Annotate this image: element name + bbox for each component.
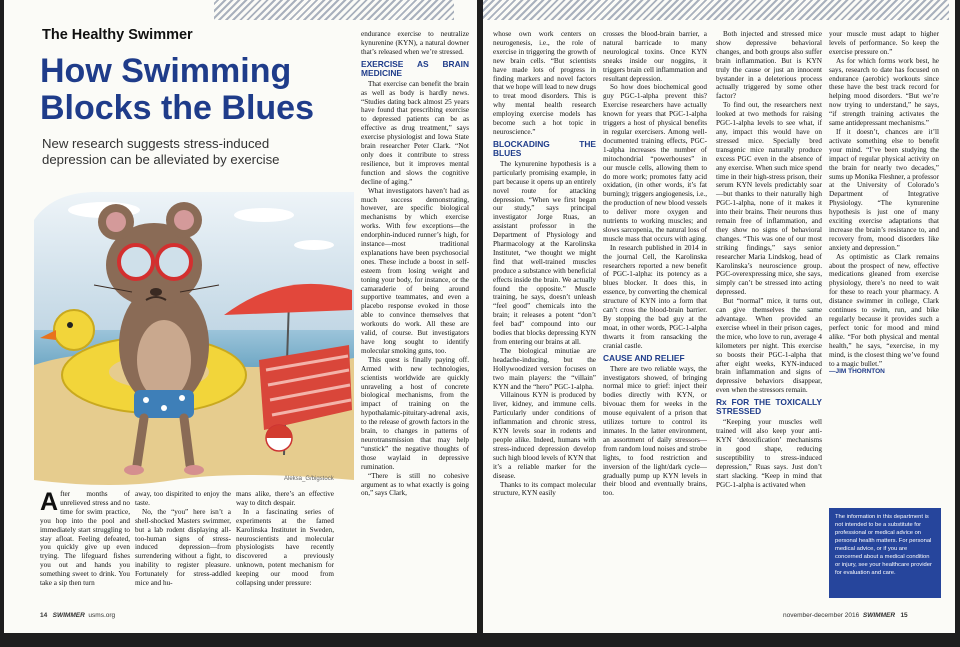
paragraph: endurance exercise to neutralize kynurenine (KYN), a natural downer that’s released when we’re stressed. [361, 30, 469, 56]
paragraph: away, too dispirited to enjoy the taste. [135, 490, 231, 507]
paragraph: As optimistic as Clark remains about the prospect of new, effective medications gleaned from exercise physiology, there’s no need to wait for these to reach your pharmacy. A distance swimmer in college, Clark continues to swim, run, and bike regularly because it provides such a perfect tonic for mood and mind alike. “For both physical and mental health,” he says, “exercise, in my mind, is the closest thing we’ve found to a magic bullet.” [829, 252, 939, 368]
article-column-6 [603, 30, 707, 498]
paragraph: The biological minutiae are headache-inducing, but the Hollywoodized version focuses on two main players: the “villain” KYN and the “hero” PGC-1-alpha. [493, 346, 596, 391]
mouse-beach-illustration [34, 180, 354, 495]
subtitle-line-2: depression can be alleviated by exercise [42, 152, 280, 167]
subheading: EXERCISE AS BRAIN MEDICINE [361, 58, 469, 78]
paragraph: To find out, the researchers next looked at two methods for raising PGC-1-alpha levels to see what, if any, impact this would have on stressed mice. Specially bred transgenic mice naturally produce excess PGC even in the absence of any exercise. When such mice spend time in their high-stress prison, their serum KYN levels predictably soar—but thanks to their naturally high PGC-1-alpha, none of it makes it into their brains. Their neurons thus remain free of inflammation, and they show no signs of behavioral changes. “This was one of our most striking findings,” says senior researcher Maria Lindskog, head of Karolinska’s neuroscience group. PGC-overexpressing mice, she says, simply can’t be stressed into acting depressed. [716, 101, 822, 297]
paragraph: Both injected and stressed mice show depressive behavioral changes, and both groups also suffer brain inflammation. But is KYN truly the cause or just an innocent bystander in a deleterious process actually triggered by some other factor? [716, 30, 822, 101]
paragraph: In research published in 2014 in the journal Cell, the Karolinska researchers reported a new benefit of PGC-1-alpha: its potency as a blues blocker. It does this, in essence, by converting the chemical structure of KYN into a form that can’t cross the blood-brain barrier. By stopping the bad guy at the moat, in other words, PGC-1-alpha thwarts it from ransacking the cranial castle. [603, 243, 707, 350]
brand-logo: SWIMMER [862, 612, 896, 619]
page-title [40, 53, 314, 127]
article-column-2 [135, 490, 231, 588]
article-column-5 [493, 30, 596, 498]
paragraph: In a fascinating series of experiments at the famed Karolinska Institutet in Sweden, neuroscientists and molecular physiologists have recently discovered a previously unknown, potent mechanism for keeping our mood from collapsing under pressure: [236, 507, 334, 588]
subtitle-line-1: New research suggests stress-induced [42, 136, 270, 151]
page-number: 14 [40, 612, 48, 619]
subtitle [42, 136, 280, 168]
title-line-1: How Swimming [40, 52, 292, 90]
section-heading: The Healthy Swimmer [42, 27, 193, 43]
subheading: CAUSE AND RELIEF [603, 352, 685, 363]
sunglasses [119, 245, 153, 279]
paragraph: What investigators haven’t had as much success demonstrating, however, are specific biological mechanisms by which exercise works. With few exceptions—the endorphin-induced runner’s high, for instance—most traditional explanations have been psychosocial ones. These include a boost in self-esteem from losing weight and toning your body, for instance, or the camaraderie of being around supportive teammates, and even a placebo response evoked in those able to convince themselves that workouts do work. All these are valid, of course. But investigators have long sought to identify molecular smoking guns, too. [361, 186, 469, 355]
paragraph: mans alike, there’s an effective way to ditch despair. [236, 490, 334, 507]
right-page [483, 0, 955, 633]
paragraph: “Keeping your muscles well trained will also keep your anti-KYN ‘detoxification’ mechanisms in good shape, reducing susceptibility to stress-induced depression,” Ruas says. Just don’t start slacking. “Keep in mind that PGC-1-alpha is activated when [716, 418, 822, 489]
paragraph: That exercise can benefit the brain as well as body is hardly news. “Studies dating back almost 25 years have found that prescribing exercise to depressed patients can be as effective as drug treatment,” says exercise physiologist and Iowa State brain researcher Peter Clark. “Not only does it contribute to stress resilience, but it improves mental function and slows the cognitive decline of aging.” [361, 79, 469, 186]
article-column-3 [236, 490, 334, 588]
paragraph: So how does biochemical good guy PGC-1-alpha prevent this? Exercise researchers have actually known for years that PGC-1-alpha triggers a host of physical benefits in regular exercisers. Among well-documented training effects, PGC-1-alpha increases the number of mitochondrial “powerhouses” in our muscle cells, allowing them to do more work; promotes fatty acid oxidation, (in other words, it’s fat burning); triggers angiogenesis, i.e., the production of new blood vessels to deliver more oxygen and nutrients to working muscles; and slows sarcopenia, the natural loss of muscle mass that occurs with aging. [603, 83, 707, 243]
paragraph: Thanks to its compact molecular structure, KYN easily [493, 480, 596, 498]
paragraph: But “normal” mice, it turns out, can give themselves the same advantage. When provided an exercise wheel in their prison cages, the mice, who love to run, average 4 kilometers per night. This exercise so boosts their PGC-1-alpha that after eight weeks, KYN-induced brain inflammation and signs of depressive behaviors disappear, even when the stressors remain. [716, 297, 822, 395]
intro-text-1: fter months of unrelieved stress and no time for swim practice, you hop into the pool and immediately start struggling to stay afloat. Feeling defeated, you quickly give up even trying. The lifeguard fishes you out and hands you something sweet to drink. You take a sip then turn [40, 490, 130, 588]
paragraph: If it doesn’t, chances are it’ll activate something else to benefit your mind. “I’ve been studying the impact of regular physical activity on the brain for nearly two decades,” sums up Monika Fleshner, a professor at the University of Colorado’s Department of Integrative Physiology. “The kynurenine hypothesis is just one of many exciting exercise adaptations that increase the brain’s resistance to, and recovery from, mood disorders like anxiety and depression.” [829, 127, 939, 252]
article-column-4 [361, 30, 469, 498]
author-signature: —JIM THORNTON [829, 368, 885, 376]
subheading: Rx FOR THE TOXICALLY STRESSED [716, 397, 822, 417]
page-number: 15 [900, 612, 908, 619]
paragraph: The kynurenine hypothesis is a particularly promising example, in part because it opens up an entirely novel route for attacking depression. “When we first began our study,” says principal investigator Jorge Ruas, an assistant professor in the Department of Physiology and Pharmacology at the Karolinska Institutet, “we thought we might find that well-trained muscles produce a substance with beneficial effects inside the brain. We actually found the opposite.” Muscle training, he says, doesn’t unleash “feel good” chemicals into the brain; it releases a potent “don’t feel bad” compound into our bodies that blocks depressing KYN from entering our brains at all. [493, 159, 596, 346]
decorative-stripes [214, 0, 454, 20]
paragraph: whose own work centers on neurogenesis, i.e., the role of exercise in triggering the growth of new brain cells. “But scientists have made lots of progress in finding markers and novel factors that we hope will lead to new drugs to treat mood disorders. This is why mental health research employing exercise models has become such a hot topic in neuroscience.” [493, 30, 596, 136]
paragraph: No, the “you” here isn’t a shell-shocked Masters swimmer, but a lab rodent displaying all-too-human signs of stress-induced depression—from surrendering without a fight, to inability to register pleasure. Fortunately for stress-addled mice and hu- [135, 507, 231, 588]
disclaimer-sidebar: The information in this department is not intended to be a substitute for professional or medical advice on personal health matters. For personal medical advice, or if you are concerned about a medical condition or injury, see your healthcare provider for evaluation and care. [829, 508, 941, 598]
footer-url: usms.org [88, 612, 116, 619]
photo-credit: Aleksa_G/bigstock [284, 476, 334, 482]
left-footer [40, 612, 115, 619]
decorative-stripes [483, 0, 949, 20]
left-page [4, 0, 477, 633]
article-column-1 [40, 490, 130, 588]
paragraph: your muscle must adapt to higher levels of performance. So keep the exercise pressure on.” [829, 30, 939, 56]
paragraph: As for which forms work best, he says, research to date has focused on endurance (aerobic) workouts since these have the best track record for helping mood disorders. “But we’re now trying to understand,” he says, “if strength training activates the same antidepressant mechanisms.” [829, 56, 939, 128]
paragraph: There are two reliable ways, the investigators showed, of bringing normal mice to grief: inject their bodies directly with KYN, or bivouac them for weeks in the mouse equivalent of a prison that utilizes torture to control its inmates. In the latter environment, an assortment of daily stressors—from random loud noises and strobe lights, to food restriction and inversion of the light/dark cycle—gradually pump up KYN levels in their blood and eventually brains, too. [603, 364, 707, 498]
subheading: BLOCKADING THE BLUES [493, 138, 596, 158]
paragraph: This quest is finally paying off. Armed with new technologies, scientists worldwide are quickly unraveling a host of concrete biological mechanisms, from the impact of training on the hypothalamic-pituitary-adrenal axis, to the release of growth factors in the brain, to changes in patterns of neurotransmission that may help “unstick” the negative thoughts of those waylaid in depressive rumination. [361, 355, 469, 471]
article-column-7 [716, 30, 822, 489]
drop-cap: A [40, 488, 59, 516]
title-line-2: Blocks the Blues [40, 89, 314, 127]
brand-logo: SWIMMER [52, 612, 85, 619]
paragraph: “There is still no cohesive argument as to what exactly is going on,” says Clark, [361, 471, 469, 498]
article-column-8 [829, 30, 939, 377]
paragraph: crosses the blood-brain barrier, a natural barricade to many neurological toxins. Once KYN sneaks inside our noggins, it triggers brain cell inflammation and resultant depression. [603, 30, 707, 83]
issue-date: november-december 2016 [783, 612, 860, 619]
paragraph: Villainous KYN is produced by liver, kidney, and immune cells. Particularly under conditions of inflammation and chronic stress, KYN levels soar in rodents and people alike. Indeed, humans with stress-induced depression develop such high blood levels of KYN that it’s a reliable marker for the disease. [493, 391, 596, 480]
right-footer [783, 612, 908, 619]
